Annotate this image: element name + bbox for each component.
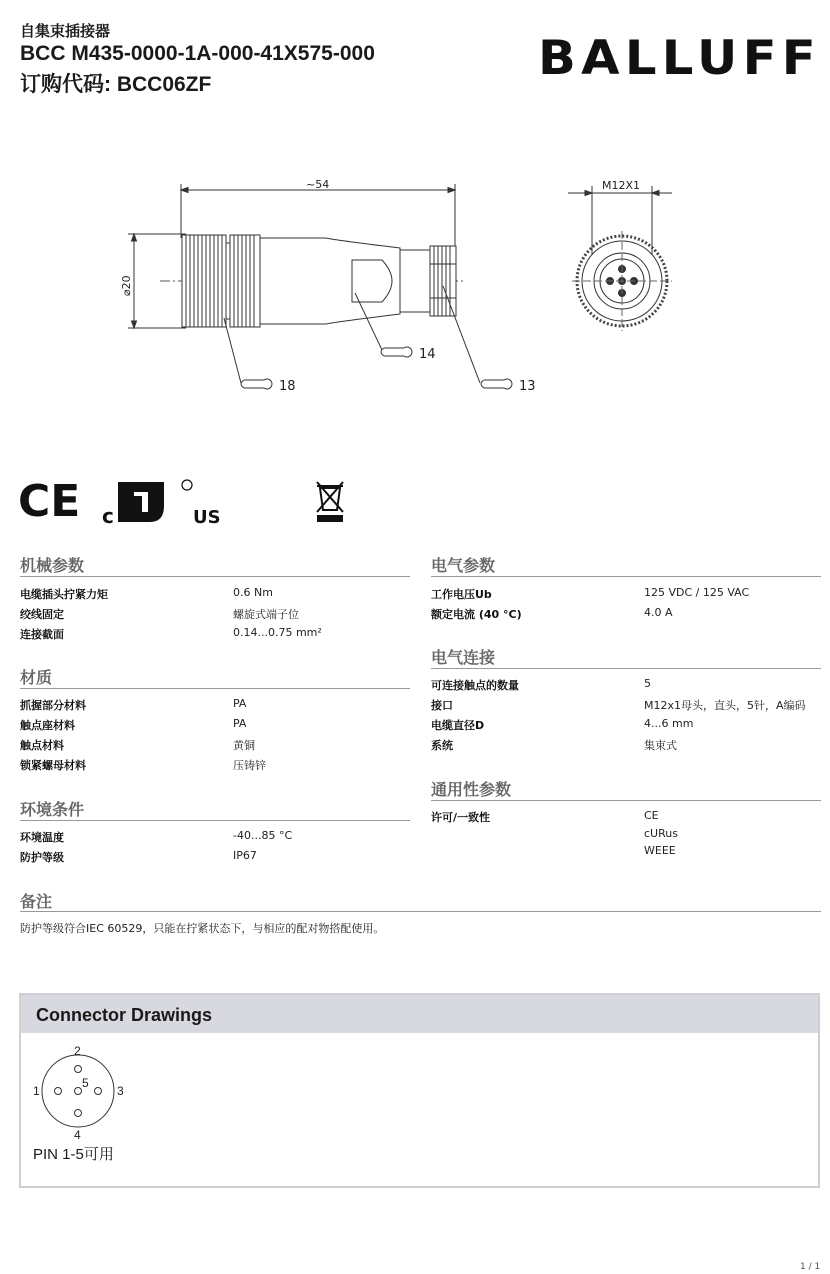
spec-value: 4...6 mm xyxy=(644,717,694,730)
ce-mark-icon: CE xyxy=(18,476,81,527)
divider xyxy=(20,911,821,912)
pin-4-label: 4 xyxy=(74,1128,81,1141)
spec-key: 电缆插头拧紧力矩 xyxy=(20,588,108,601)
spec-value: -40...85 °C xyxy=(233,829,293,842)
spec-key: 环境温度 xyxy=(20,831,64,844)
spec-key: 锁紧螺母材料 xyxy=(20,759,86,772)
section-title-electrical: 电气参数 xyxy=(431,556,496,575)
weee-bin-icon xyxy=(317,482,343,521)
length-label: ~54 xyxy=(306,178,330,191)
pin-2-label: 2 xyxy=(74,1044,81,1058)
page-number: 1 / 1 xyxy=(800,1262,821,1272)
divider xyxy=(431,668,821,669)
connector-drawings-panel xyxy=(19,993,820,1188)
spec-key: 接口 xyxy=(431,699,453,712)
spec-key: 触点座材料 xyxy=(20,719,75,732)
spec-value: 压铸锌 xyxy=(233,759,266,772)
pin-availability-label: PIN 1-5可用 xyxy=(33,1146,114,1163)
wrench-size-14: 14 xyxy=(419,347,436,362)
product-category: 自集束插接器 xyxy=(20,22,111,40)
spec-value: 0.14...0.75 mm² xyxy=(233,626,322,639)
remarks-text: 防护等级符合IEC 60529，只能在拧紧状态下，与相应的配对物搭配使用。 xyxy=(20,922,385,935)
order-code: 订购代码: BCC06ZF xyxy=(20,73,212,96)
technical-drawing xyxy=(120,168,690,398)
spec-key: 系统 xyxy=(431,739,453,752)
spec-value: 5 xyxy=(644,677,651,690)
section-title-connection: 电气连接 xyxy=(431,648,496,667)
spec-key: 电缆直径D xyxy=(431,719,485,732)
front-view xyxy=(568,186,672,331)
pin-3 xyxy=(95,1088,102,1095)
spec-key: 可连接触点的数量 xyxy=(431,679,519,692)
ul-recognized-icon xyxy=(118,482,164,522)
divider xyxy=(20,576,410,577)
spec-value: PA xyxy=(233,697,247,710)
spec-key: 工作电压Ub xyxy=(431,588,492,601)
spec-key: 防护等级 xyxy=(20,851,64,864)
pin-5 xyxy=(75,1088,82,1095)
section-title-material: 材质 xyxy=(20,668,53,687)
divider xyxy=(431,800,821,801)
spec-value: 集束式 xyxy=(644,739,677,752)
approval-curus: cURus xyxy=(644,827,678,840)
thread-label: M12X1 xyxy=(602,179,641,192)
svg-text:BALLUFF: BALLUFF xyxy=(538,36,821,78)
spec-value: PA xyxy=(233,717,247,730)
section-title-mechanical: 机械参数 xyxy=(20,556,85,575)
spec-key: 触点材料 xyxy=(20,739,64,752)
spec-value: 4.0 A xyxy=(644,606,673,619)
divider xyxy=(431,576,821,577)
spec-value: 125 VDC / 125 VAC xyxy=(644,586,750,599)
product-title: BCC M435-0000-1A-000-41X575-000 xyxy=(20,42,375,65)
pin-1 xyxy=(55,1088,62,1095)
pin-3-label: 3 xyxy=(117,1084,124,1098)
pin-4 xyxy=(75,1110,82,1117)
pin-1-label: 1 xyxy=(33,1084,40,1098)
approval-weee: WEEE xyxy=(644,844,676,857)
pin-2 xyxy=(75,1066,82,1073)
divider xyxy=(20,820,410,821)
panel-header xyxy=(21,995,818,1033)
spec-key: 连接截面 xyxy=(20,628,64,641)
balluff-logo xyxy=(538,36,823,78)
divider xyxy=(20,688,410,689)
approval-ce: CE xyxy=(644,809,659,822)
spec-key: 抓握部分材料 xyxy=(20,699,86,712)
spec-value: M12x1母头，直头，5针，A编码 xyxy=(644,699,806,712)
ul-c-text: c xyxy=(102,504,114,528)
section-title-general: 通用性参数 xyxy=(431,780,512,799)
spec-value: IP67 xyxy=(233,849,257,862)
certifications xyxy=(18,476,358,530)
spec-value: 0.6 Nm xyxy=(233,586,273,599)
pin-5-label: 5 xyxy=(82,1076,89,1090)
panel-title: Connector Drawings xyxy=(36,1005,213,1025)
spec-value: 螺旋式端子位 xyxy=(233,608,299,621)
spec-key: 许可/一致性 xyxy=(431,811,491,824)
pin-layout-diagram xyxy=(31,1041,141,1141)
section-title-remarks: 备注 xyxy=(20,892,53,911)
wrench-size-18: 18 xyxy=(279,379,296,394)
spec-key: 额定电流 (40 °C) xyxy=(431,608,522,621)
spec-value: 黄铜 xyxy=(233,739,255,752)
diameter-label: ⌀20 xyxy=(120,275,133,296)
spec-key: 绞线固定 xyxy=(20,608,64,621)
section-title-environment: 环境条件 xyxy=(20,800,85,819)
wrench-size-13: 13 xyxy=(519,379,536,394)
ul-us-text: US xyxy=(193,507,221,528)
